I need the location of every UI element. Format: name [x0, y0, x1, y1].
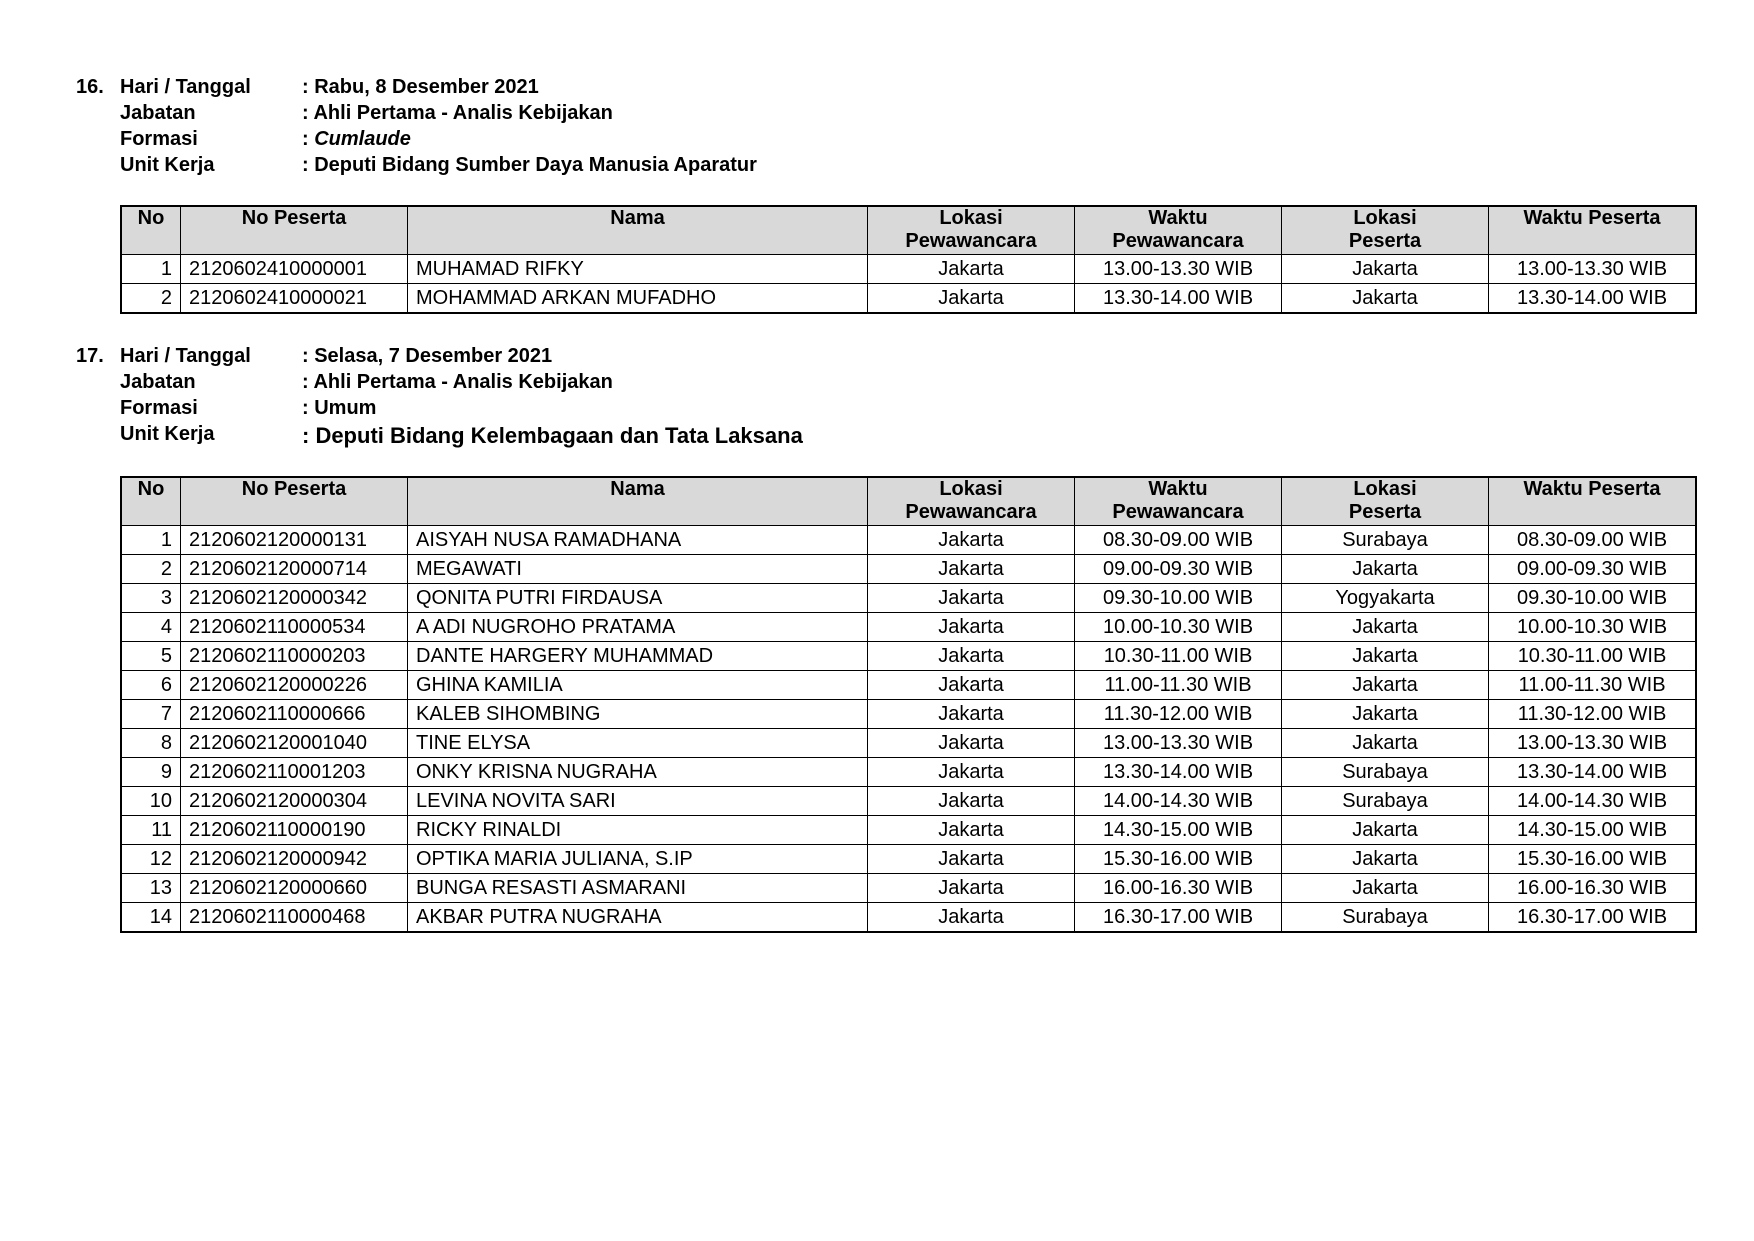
header-text: Waktu Peserta	[1523, 207, 1661, 229]
col-lokasi-pewawancara-cell: Jakarta	[868, 903, 1075, 933]
header-text: Lokasi	[939, 207, 1003, 229]
meta-label-formasi: Formasi	[120, 397, 198, 419]
meta-label-jabatan: Jabatan	[120, 371, 196, 393]
col-waktu-peserta-cell: 10.00-10.30 WIB	[1489, 613, 1697, 642]
formasi-text: Cumlaude	[314, 128, 411, 150]
col-no-cell: 2	[121, 555, 181, 584]
col-no-cell: 9	[121, 758, 181, 787]
col-no-peserta-cell: 2120602120000660	[181, 874, 408, 903]
col-no-cell: 13	[121, 874, 181, 903]
header-text: Nama	[610, 478, 665, 500]
col-lokasi-peserta-cell: Jakarta	[1282, 845, 1489, 874]
col-no-cell: 14	[121, 903, 181, 933]
table-row	[121, 787, 1696, 816]
col-nama-cell: LEVINA NOVITA SARI	[408, 787, 868, 816]
table-row	[121, 671, 1696, 700]
meta-label-hari: Hari / Tanggal	[120, 345, 251, 367]
col-no-peserta-cell: 2120602120000942	[181, 845, 408, 874]
schedule-table	[120, 205, 1697, 314]
section-number: 17.	[76, 345, 104, 367]
table-row	[121, 903, 1696, 933]
col-waktu-peserta-cell: 13.30-14.00 WIB	[1489, 758, 1697, 787]
col-waktu-pewawancara-cell: 11.30-12.00 WIB	[1075, 700, 1282, 729]
col-no-cell: 5	[121, 642, 181, 671]
col-waktu-pewawancara-cell: 14.30-15.00 WIB	[1075, 816, 1282, 845]
col-waktu-peserta-cell: 09.00-09.30 WIB	[1489, 555, 1697, 584]
col-no-cell: 11	[121, 816, 181, 845]
col-waktu-peserta-cell: 10.30-11.00 WIB	[1489, 642, 1697, 671]
col-lokasi-peserta-cell: Surabaya	[1282, 526, 1489, 555]
col-nama-cell: TINE ELYSA	[408, 729, 868, 758]
table-row	[121, 642, 1696, 671]
table-row	[121, 729, 1696, 758]
table-header-row	[121, 206, 1696, 255]
col-nama-cell: A ADI NUGROHO PRATAMA	[408, 613, 868, 642]
meta-value-jabatan: : Ahli Pertama - Analis Kebijakan	[302, 371, 613, 393]
col-no-cell: 1	[121, 526, 181, 555]
col-no-cell: 6	[121, 671, 181, 700]
header-text: No	[137, 207, 165, 229]
header-text: Lokasi	[1353, 207, 1417, 229]
formasi-prefix: :	[302, 128, 315, 150]
table-header-row	[121, 477, 1696, 526]
header-text: Waktu	[1148, 478, 1208, 500]
col-no-peserta-cell: 2120602110000534	[181, 613, 408, 642]
col-nama-cell: ONKY KRISNA NUGRAHA	[408, 758, 868, 787]
table-row	[121, 874, 1696, 903]
col-no-peserta-cell: 2120602410000001	[181, 255, 408, 284]
col-no-peserta-cell: 2120602410000021	[181, 284, 408, 314]
header-col-no-peserta	[181, 206, 408, 255]
col-lokasi-pewawancara-cell: Jakarta	[868, 613, 1075, 642]
meta-label-formasi: Formasi	[120, 128, 198, 150]
header-col-no	[121, 477, 181, 526]
col-lokasi-pewawancara-cell: Jakarta	[868, 845, 1075, 874]
formasi-text: Umum	[314, 397, 377, 419]
col-waktu-peserta-cell: 16.00-16.30 WIB	[1489, 874, 1697, 903]
col-lokasi-pewawancara-cell: Jakarta	[868, 700, 1075, 729]
col-nama-cell: AISYAH NUSA RAMADHANA	[408, 526, 868, 555]
col-waktu-pewawancara-cell: 09.00-09.30 WIB	[1075, 555, 1282, 584]
col-nama-cell: MOHAMMAD ARKAN MUFADHO	[408, 284, 868, 314]
formasi-prefix: :	[302, 397, 315, 419]
col-lokasi-pewawancara-cell: Jakarta	[868, 555, 1075, 584]
header-text: Pewawancara	[1112, 501, 1244, 523]
col-lokasi-peserta-cell: Yogyakarta	[1282, 584, 1489, 613]
table-row	[121, 555, 1696, 584]
meta-value-hari: : Rabu, 8 Desember 2021	[302, 76, 539, 98]
col-no-peserta-cell: 2120602120001040	[181, 729, 408, 758]
col-nama-cell: KALEB SIHOMBING	[408, 700, 868, 729]
header-text: Peserta	[1348, 230, 1422, 252]
col-waktu-peserta-cell: 15.30-16.00 WIB	[1489, 845, 1697, 874]
col-waktu-pewawancara-cell: 14.00-14.30 WIB	[1075, 787, 1282, 816]
header-text: Lokasi	[1353, 478, 1417, 500]
header-text: No Peserta	[241, 207, 347, 229]
header-text: Pewawancara	[905, 230, 1037, 252]
meta-value-hari: : Selasa, 7 Desember 2021	[302, 345, 553, 367]
meta-label-hari: Hari / Tanggal	[120, 76, 251, 98]
header-col-no	[121, 206, 181, 255]
header-col-waktu-pewawancara	[1075, 206, 1282, 255]
col-waktu-pewawancara-cell: 13.00-13.30 WIB	[1075, 729, 1282, 758]
col-lokasi-peserta-cell: Jakarta	[1282, 555, 1489, 584]
col-no-cell: 7	[121, 700, 181, 729]
col-no-cell: 10	[121, 787, 181, 816]
col-lokasi-peserta-cell: Jakarta	[1282, 671, 1489, 700]
col-nama-cell: GHINA KAMILIA	[408, 671, 868, 700]
col-no-cell: 8	[121, 729, 181, 758]
col-nama-cell: MEGAWATI	[408, 555, 868, 584]
table-row	[121, 845, 1696, 874]
col-lokasi-pewawancara-cell: Jakarta	[868, 874, 1075, 903]
header-col-nama	[408, 477, 868, 526]
col-lokasi-pewawancara-cell: Jakarta	[868, 787, 1075, 816]
col-waktu-pewawancara-cell: 10.00-10.30 WIB	[1075, 613, 1282, 642]
col-lokasi-peserta-cell: Jakarta	[1282, 284, 1489, 314]
col-waktu-pewawancara-cell: 16.30-17.00 WIB	[1075, 903, 1282, 933]
col-nama-cell: RICKY RINALDI	[408, 816, 868, 845]
col-waktu-pewawancara-cell: 13.00-13.30 WIB	[1075, 255, 1282, 284]
meta-label-jabatan: Jabatan	[120, 102, 196, 124]
table-row	[121, 700, 1696, 729]
col-waktu-peserta-cell: 08.30-09.00 WIB	[1489, 526, 1697, 555]
col-lokasi-pewawancara-cell: Jakarta	[868, 584, 1075, 613]
col-waktu-peserta-cell: 11.30-12.00 WIB	[1489, 700, 1697, 729]
col-no-peserta-cell: 2120602110001203	[181, 758, 408, 787]
schedule-table	[120, 476, 1697, 933]
col-waktu-peserta-cell: 14.00-14.30 WIB	[1489, 787, 1697, 816]
col-no-cell: 1	[121, 255, 181, 284]
meta-value-formasi	[302, 128, 411, 151]
col-lokasi-peserta-cell: Jakarta	[1282, 874, 1489, 903]
header-text: No Peserta	[241, 478, 347, 500]
col-waktu-pewawancara-cell: 15.30-16.00 WIB	[1075, 845, 1282, 874]
col-waktu-peserta-cell: 13.00-13.30 WIB	[1489, 255, 1697, 284]
col-waktu-peserta-cell: 11.00-11.30 WIB	[1489, 671, 1697, 700]
col-no-cell: 12	[121, 845, 181, 874]
col-no-peserta-cell: 2120602120000304	[181, 787, 408, 816]
col-waktu-peserta-cell: 14.30-15.00 WIB	[1489, 816, 1697, 845]
col-nama-cell: BUNGA RESASTI ASMARANI	[408, 874, 868, 903]
col-no-peserta-cell: 2120602110000203	[181, 642, 408, 671]
meta-label-unit: Unit Kerja	[120, 154, 215, 176]
col-no-cell: 3	[121, 584, 181, 613]
col-lokasi-peserta-cell: Jakarta	[1282, 642, 1489, 671]
header-col-no-peserta	[181, 477, 408, 526]
col-waktu-pewawancara-cell: 09.30-10.00 WIB	[1075, 584, 1282, 613]
meta-label-unit: Unit Kerja	[120, 423, 215, 445]
table-row	[121, 758, 1696, 787]
col-waktu-peserta-cell: 13.00-13.30 WIB	[1489, 729, 1697, 758]
header-col-lokasi-peserta	[1282, 477, 1489, 526]
col-no-peserta-cell: 2120602110000468	[181, 903, 408, 933]
col-waktu-peserta-cell: 09.30-10.00 WIB	[1489, 584, 1697, 613]
meta-value-unit: : Deputi Bidang Kelembagaan dan Tata Laksana	[302, 423, 803, 448]
header-col-lokasi-pewawancara	[868, 477, 1075, 526]
col-lokasi-peserta-cell: Jakarta	[1282, 729, 1489, 758]
col-no-peserta-cell: 2120602120000342	[181, 584, 408, 613]
col-lokasi-peserta-cell: Jakarta	[1282, 255, 1489, 284]
col-no-peserta-cell: 2120602120000131	[181, 526, 408, 555]
table-row	[121, 526, 1696, 555]
col-lokasi-peserta-cell: Jakarta	[1282, 613, 1489, 642]
col-nama-cell: QONITA PUTRI FIRDAUSA	[408, 584, 868, 613]
col-lokasi-pewawancara-cell: Jakarta	[868, 758, 1075, 787]
col-waktu-pewawancara-cell: 16.00-16.30 WIB	[1075, 874, 1282, 903]
col-waktu-peserta-cell: 16.30-17.00 WIB	[1489, 903, 1697, 933]
meta-value-jabatan: : Ahli Pertama - Analis Kebijakan	[302, 102, 613, 124]
header-col-waktu-pewawancara	[1075, 477, 1282, 526]
col-no-peserta-cell: 2120602120000714	[181, 555, 408, 584]
header-text: Peserta	[1348, 501, 1422, 523]
table-row	[121, 816, 1696, 845]
header-text: Pewawancara	[1112, 230, 1244, 252]
header-col-nama	[408, 206, 868, 255]
col-no-peserta-cell: 2120602110000190	[181, 816, 408, 845]
col-lokasi-peserta-cell: Surabaya	[1282, 787, 1489, 816]
col-no-cell: 4	[121, 613, 181, 642]
table-row	[121, 584, 1696, 613]
col-lokasi-pewawancara-cell: Jakarta	[868, 526, 1075, 555]
col-lokasi-pewawancara-cell: Jakarta	[868, 642, 1075, 671]
col-waktu-pewawancara-cell: 11.00-11.30 WIB	[1075, 671, 1282, 700]
col-lokasi-peserta-cell: Surabaya	[1282, 903, 1489, 933]
header-text: Nama	[610, 207, 665, 229]
col-lokasi-pewawancara-cell: Jakarta	[868, 671, 1075, 700]
col-lokasi-pewawancara-cell: Jakarta	[868, 255, 1075, 284]
header-col-lokasi-pewawancara	[868, 206, 1075, 255]
col-waktu-pewawancara-cell: 10.30-11.00 WIB	[1075, 642, 1282, 671]
header-col-lokasi-peserta	[1282, 206, 1489, 255]
col-no-peserta-cell: 2120602110000666	[181, 700, 408, 729]
section-number: 16.	[76, 76, 104, 98]
col-waktu-pewawancara-cell: 13.30-14.00 WIB	[1075, 284, 1282, 314]
col-waktu-pewawancara-cell: 08.30-09.00 WIB	[1075, 526, 1282, 555]
header-text: Lokasi	[939, 478, 1003, 500]
header-text: Waktu	[1148, 207, 1208, 229]
header-col-waktu-peserta	[1489, 206, 1697, 255]
header-text: No	[137, 478, 165, 500]
col-no-peserta-cell: 2120602120000226	[181, 671, 408, 700]
col-lokasi-peserta-cell: Surabaya	[1282, 758, 1489, 787]
header-text: Waktu Peserta	[1523, 478, 1661, 500]
col-waktu-peserta-cell: 13.30-14.00 WIB	[1489, 284, 1697, 314]
col-nama-cell: MUHAMAD RIFKY	[408, 255, 868, 284]
table-row	[121, 255, 1696, 284]
table-row	[121, 613, 1696, 642]
col-lokasi-pewawancara-cell: Jakarta	[868, 816, 1075, 845]
meta-value-formasi	[302, 397, 376, 420]
table-row	[121, 284, 1696, 314]
col-lokasi-peserta-cell: Jakarta	[1282, 700, 1489, 729]
header-col-waktu-peserta	[1489, 477, 1697, 526]
header-text: Pewawancara	[905, 501, 1037, 523]
col-lokasi-pewawancara-cell: Jakarta	[868, 729, 1075, 758]
col-nama-cell: DANTE HARGERY MUHAMMAD	[408, 642, 868, 671]
col-lokasi-peserta-cell: Jakarta	[1282, 816, 1489, 845]
meta-value-unit: : Deputi Bidang Sumber Daya Manusia Aparatur	[302, 154, 757, 176]
col-nama-cell: AKBAR PUTRA NUGRAHA	[408, 903, 868, 933]
col-waktu-pewawancara-cell: 13.30-14.00 WIB	[1075, 758, 1282, 787]
col-no-cell: 2	[121, 284, 181, 314]
col-nama-cell: OPTIKA MARIA JULIANA, S.IP	[408, 845, 868, 874]
col-lokasi-pewawancara-cell: Jakarta	[868, 284, 1075, 314]
